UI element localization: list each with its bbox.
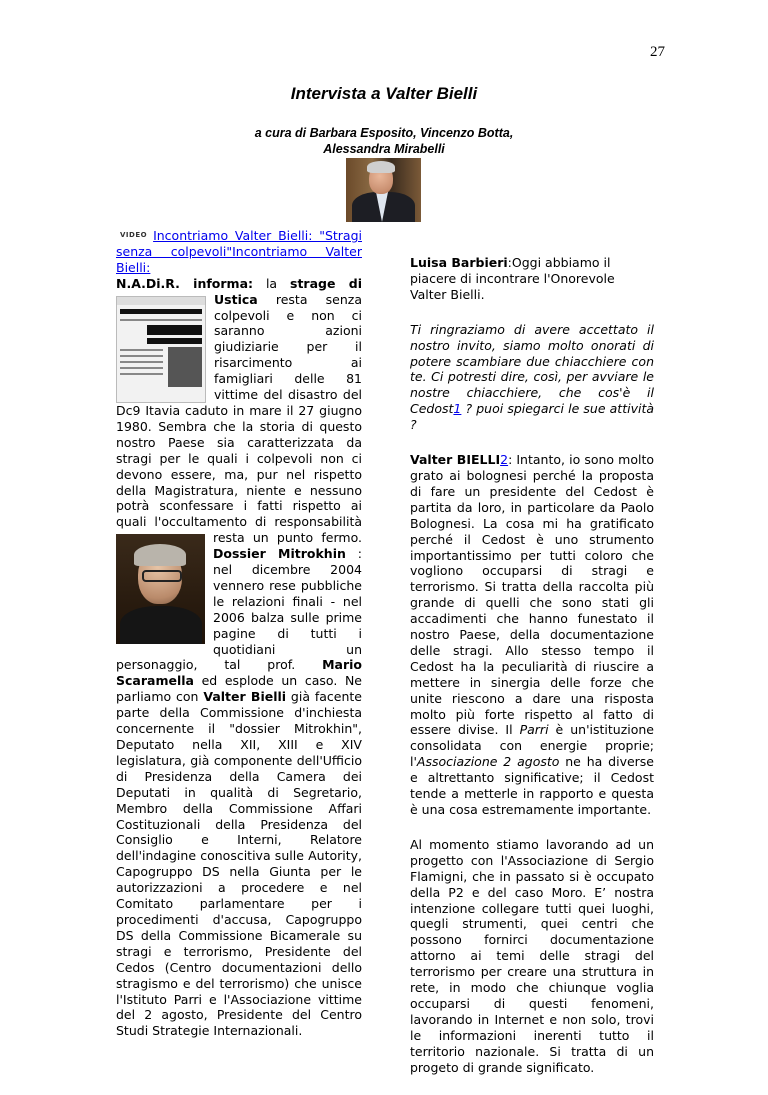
speaker-luisa: Luisa Barbieri <box>410 255 508 270</box>
intro-paragraph <box>410 255 654 303</box>
answer-paragraph-1 <box>410 452 654 818</box>
left-column <box>116 228 362 1039</box>
byline-line-2: Alessandra Mirabelli <box>323 142 445 156</box>
question-text-end: ? puoi spiegarci le sue attività ? <box>410 401 654 433</box>
byline-line-1: a cura di Barbara Esposito, Vincenzo Botta, <box>254 126 514 140</box>
video-icon[interactable]: VIDEO <box>120 231 148 239</box>
ustica-text: resta senza colpevoli e non ci saranno azioni giudiziarie per il risarcimento ai famigliari delle 81 vittime del disastro del Dc9 Itavia caduto in mare il 27 giugno 1980. Sembra che la storia di questo nostro Paese sia caratterizzata da stragi per le quali i colpevoli non ci devono essere, ma, pur nel rispetto della Magistratura, niente e nessuno potrà sconfessare i fatti rispetto ai quali l'occultamento di responsabilità resta un punto fermo. <box>116 291 362 546</box>
video-link[interactable]: Incontriamo Valter Bielli: "Stragi senza colpevoli"Incontriamo Valter Bielli: <box>116 228 362 275</box>
valter-label: Valter Bielli <box>203 689 287 705</box>
byline <box>0 125 768 157</box>
article-title: Intervista a Valter Bielli <box>290 84 478 103</box>
dossier-text: : nel dicembre 2004 vennero rese pubbliche le relazioni finali - nel 2006 balza sulle prime pagine di tutti i quotidiani un personaggio, tal prof. <box>116 546 362 673</box>
question-text: Ti ringraziamo di avere accettato il nostro invito, siamo molto onorati di potere scambiare due chiacchiere con te. Ci potresti dire, così, per avviare le nostre chiacchiere, che cos'è il Cedost <box>410 321 654 417</box>
dossier-label: Dossier Mitrokhin <box>213 546 346 562</box>
scaramella-label: Mario Scaramella <box>116 657 362 689</box>
footnote-link-1[interactable]: 1 <box>453 401 462 417</box>
answer-paragraph-2: Al momento stiamo lavorando ad un progetto con l'Associazione di Sergio Flamigni, che in passato si è occupato della P2 e del caso Moro. E’ nostra intenzione collegare tutti quei luoghi, quegli strumenti, quei centri che possono fornirci documentazione attorno ai temi delle stragi del terrorismo per creare una struttura in rete, in modo che chiunque voglia occuparsi di questi fenomeni, lavorando in Internet e non solo, trovi le informazioni inerenti tutto il territorio nazionale. Si tratta di un progeto di grande significato. <box>410 836 654 1075</box>
answer-text: : Intanto, io sono molto grato ai bolognesi perché la proposta di fare un presidente del Cedost è partita da loro, in particolare da Paolo Bolognesi. La cosa mi ha gratificato perché il Cedost è uno strumento importantissimo per tutti coloro che vogliono occuparsi di stragi e terrorismo. Si tratta della raccolta più grande di quelli che sono stati gli accadimenti che hanno funestato il nostro Paese, della documentazione delle stragi. Allo stesso tempo il Cedost ha la peculiarità di riuscire a mettere in sinergia delle forze che unite riescono a dare una risposta molto più forte rispetto al fatto di essere divise. Il <box>410 452 654 738</box>
right-column <box>410 255 654 1095</box>
page-number: 27 <box>650 44 665 60</box>
footnote-link-2[interactable]: 2 <box>500 452 509 468</box>
answer-text-3: ne ha diverse e altrettanto significative; il Cedost tende a metterle in rapporto e questa è una cosa estremamente importante. <box>410 754 654 817</box>
answer-text-2: è un'istituzione consolidata con energie proprie; l' <box>410 722 654 770</box>
question-paragraph <box>410 322 654 433</box>
nadir-label: N.A.Di.R. informa: <box>116 275 254 291</box>
biography-text: già facente parte della Commissione d'inchiesta concernente il "dossier Mitrokhin", Deputato nella XII, XIII e XIV legislatura, già componente dell'Ufficio di Presidenza della Camera dei Deputati in qualità di Segretario, Membro della Commissione Affari Costituzionali della Presidenza del Consiglio e Interni, Relatore dell'indagine conoscitiva sulle Autority, Capogruppo DS nella Giunta per le autorizzazioni a procedere e nel Comitato parlamentare per i procedimenti d'accusa, Capogruppo DS della Commissione Bicamerale su stragi e terrorismo, Presidente del Cedos (Centro documentazioni dello stragismo e del terrorismo) che unisce l'Istituto Parri e l'Associazione vittime del 2 agosto, Presidente del Centro Studi Strategie Internazionali. <box>116 689 362 1039</box>
intro-line: :Oggi abbiamo il piacere di incontrare l'Onorevole Valter Bielli. <box>410 255 615 302</box>
parri-label: Parri <box>519 722 549 738</box>
mitrokhin-photo <box>116 534 205 644</box>
newspaper-image <box>116 296 206 403</box>
bridge-text: ed esplode un caso. Ne parliamo con <box>116 673 362 705</box>
intro-text: la <box>253 275 290 291</box>
speaker-valter: Valter BIELLI <box>410 452 501 468</box>
strage-label: strage di Ustica <box>214 275 362 307</box>
portrait-photo <box>346 158 421 222</box>
assoc-label: Associazione 2 agosto <box>416 754 560 770</box>
